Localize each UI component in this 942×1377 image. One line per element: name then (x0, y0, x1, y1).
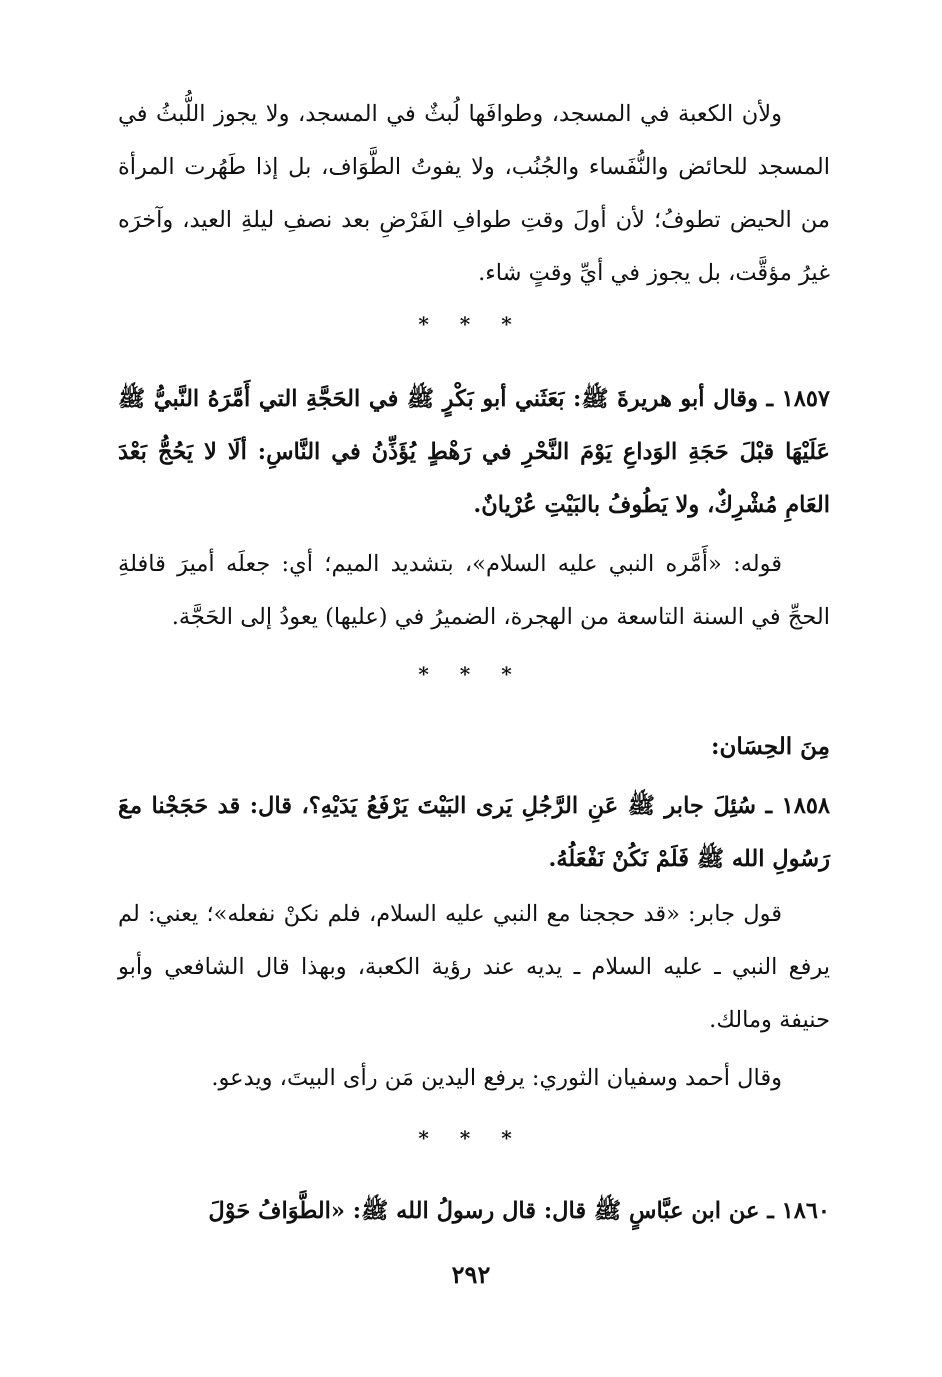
commentary-1857: قوله: «أَمَّره النبي عليه السلام»، بتشديد الميم؛ أي: جعلَه أميرَ قافلةِ الحجِّ في السنة التاسعة من الهجرة، الضميرُ في (عليها) يعودُ إلى الحَجَّة. (118, 551, 830, 630)
page-number: ٢٩٢ (451, 1260, 491, 1289)
section-separator: * * * (418, 1126, 524, 1150)
section-separator: * * * (418, 312, 524, 336)
section-separator: * * * (418, 662, 524, 686)
hadith-1857: ١٨٥٧ ـ وقال أبو هريرةَ ﷺ: بَعَثَني أبو بَكْرٍ ﷺ في الحَجَّةِ التي أَمَّرَهُ النَّبيُّ ﷺ عَلَيْهَا قبْلَ حَجَةِ الوَداعِ يَوْمَ النَّحْرِ في رَهْطٍ يُؤَذِّنُ في النَّاسِ: ألَا لا يَحُجُّ بَعْدَ العَامِ مُشْرِكٌ، ولا يَطُوفُ بالبَيْتِ عُرْيانٌ. (118, 386, 830, 518)
hadith-1858: ١٨٥٨ ـ سُئِلَ جابر ﷺ عَنِ الرَّجُلِ يَرى البَيْتَ يَرْفَعُ يَدَيْهِ؟، قال: قد حَجَجْنا معَ رَسُولِ الله ﷺ فَلَمْ نَكُنْ نَفْعَلُهُ. (118, 793, 830, 872)
paragraph-tawaf-ruling: ولأن الكعبة في المسجد، وطوافَها لُبثٌ في المسجد، ولا يجوز اللُّبثُ في المسجد للحائض والنُّفَساء والجُنُب، ولا يفوتُ الطَّوَاف، بل إذا طَهُرت المرأة من الحيض تطوفُ؛ لأن أولَ وقتِ طوافِ الفَرْضِ بعد نصفِ ليلةِ العيد، وآخرَه غيرُ مؤقَّت، بل يجوز في أيِّ وقتٍ شاء. (118, 101, 830, 286)
commentary-1858: قول جابر: «قد حججنا مع النبي عليه السلام، فلم نكنْ نفعله»؛ يعني: لم يرفع النبي ـ عليه السلام ـ يديه عند رؤية الكعبة، وبهذا قال الشافعي وأبو حنيفة ومالك. (118, 901, 830, 1033)
hadith-1860: ١٨٦٠ ـ عن ابن عبَّاسٍ ﷺ قال: قال رسولُ الله ﷺ: «الطَّوَافُ حَوْلَ (208, 1198, 830, 1224)
commentary-1858-ahmad: وقال أحمد وسفيان الثوري: يرفع اليدين مَن رأى البيتَ، ويدعو. (211, 1065, 782, 1091)
section-heading-hisan: مِنَ الحِسَان: (711, 733, 830, 760)
